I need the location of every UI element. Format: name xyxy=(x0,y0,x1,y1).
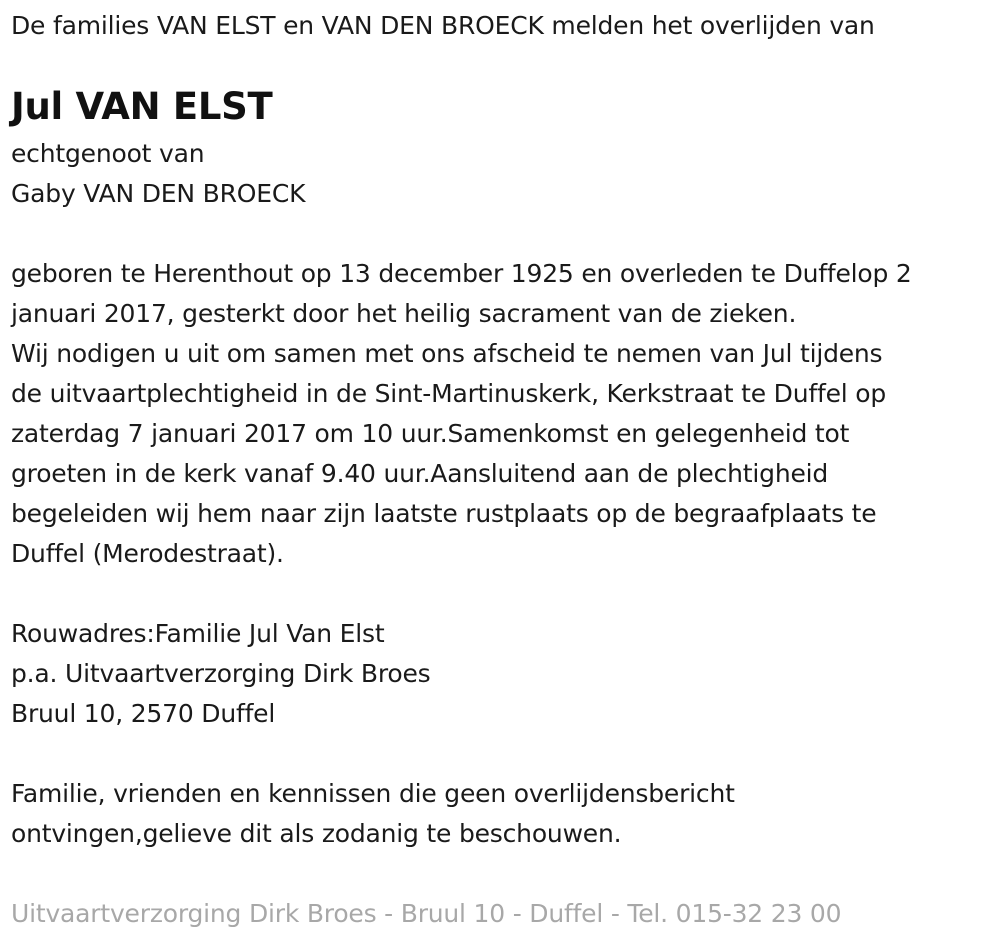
bio-paragraph xyxy=(11,254,912,574)
bio-line: Wij nodigen u uit om samen met ons afscheid te nemen van Jul tijdens xyxy=(11,339,883,368)
bio-line: de uitvaartplechtigheid in de Sint-Martinuskerk, Kerkstraat te Duffel op xyxy=(11,379,887,408)
bio-line: Duffel (Merodestraat). xyxy=(11,539,284,568)
intro-text: De families VAN ELST en VAN DEN BROECK melden het overlijden van xyxy=(11,11,875,40)
notice-line: Familie, vrienden en kennissen die geen overlijdensbericht xyxy=(11,779,735,808)
bio-line: zaterdag 7 januari 2017 om 10 uur.Samenkomst en gelegenheid tot xyxy=(11,419,850,448)
bio-line: geboren te Herenthout op 13 december 1925 en overleden te Duffelop 2 xyxy=(11,259,912,288)
bio-line: begeleiden wij hem naar zijn laatste rustplaats op de begraafplaats te xyxy=(11,499,877,528)
spouse-block xyxy=(11,134,305,214)
notice-paragraph xyxy=(11,774,735,854)
address-line: Bruul 10, 2570 Duffel xyxy=(11,699,276,728)
address-line: p.a. Uitvaartverzorging Dirk Broes xyxy=(11,659,431,688)
bio-line: januari 2017, gesterkt door het heilig sacrament van de zieken. xyxy=(11,299,797,328)
deceased-name: Jul VAN ELST xyxy=(11,85,273,128)
notice-line: ontvingen,gelieve dit als zodanig te beschouwen. xyxy=(11,819,622,848)
bio-line: groeten in de kerk vanaf 9.40 uur.Aansluitend aan de plechtigheid xyxy=(11,459,829,488)
spouse-label: echtgenoot van xyxy=(11,139,205,168)
footer-contact: Uitvaartverzorging Dirk Broes - Bruul 10 - Duffel - Tel. 015-32 23 00 xyxy=(11,899,842,928)
mourning-address xyxy=(11,614,430,734)
address-line: Rouwadres:Familie Jul Van Elst xyxy=(11,619,385,648)
spouse-name: Gaby VAN DEN BROECK xyxy=(11,179,306,208)
